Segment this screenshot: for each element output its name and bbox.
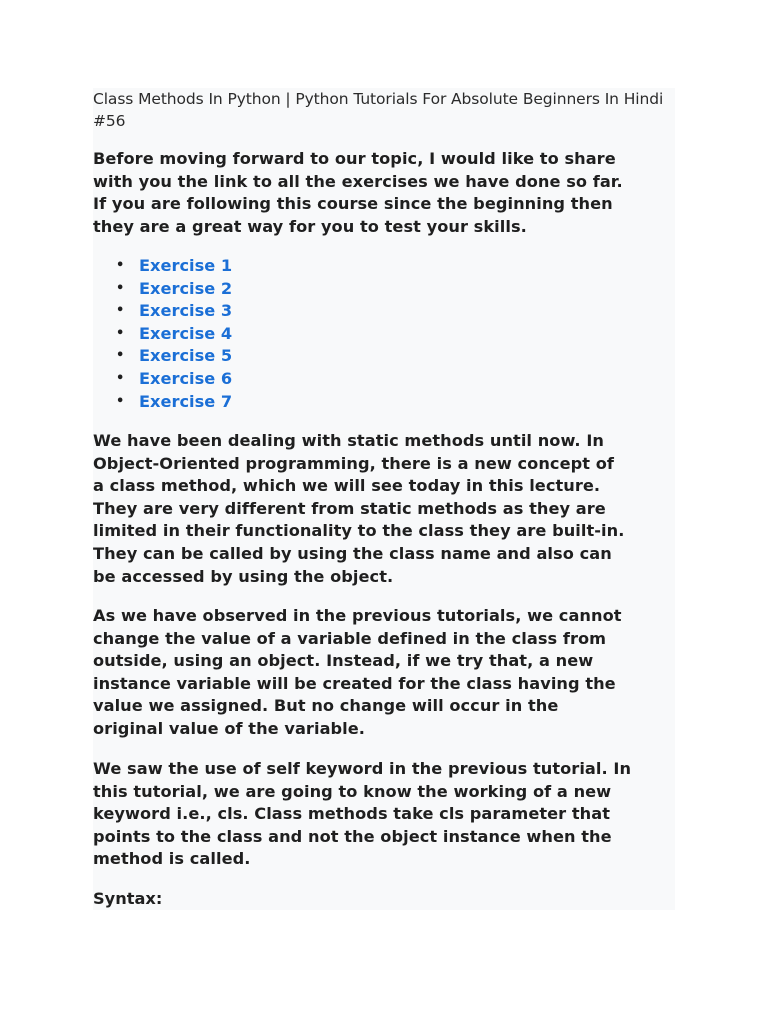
paragraph-line: a class method, which we will see today in this lecture.: [93, 476, 601, 496]
intro-line: they are a great way for you to test your skills.: [93, 216, 527, 236]
paragraph-line: They can be called by using the class name and also can: [93, 543, 612, 563]
paragraph-line: be accessed by using the object.: [93, 566, 394, 586]
intro-line: If you are following this course since the beginning then: [93, 194, 613, 214]
paragraph-line: value we assigned. But no change will occur in the: [93, 696, 559, 716]
exercise-6-link[interactable]: Exercise 6: [139, 368, 233, 388]
list-item: [110, 345, 232, 368]
exercise-list: [110, 255, 232, 413]
paragraph-line: original value of the variable.: [93, 718, 366, 738]
intro-line: with you the link to all the exercises we have done so far.: [93, 171, 623, 191]
bullet-icon: •: [116, 348, 125, 364]
paragraph-line: limited in their functionality to the class they are built-in.: [93, 521, 625, 541]
paragraph-line: change the value of a variable defined in the class from: [93, 628, 607, 648]
exercise-7-link[interactable]: Exercise 7: [139, 391, 233, 411]
paragraph-line: points to the class and not the object instance when the: [93, 826, 612, 846]
bullet-icon: •: [116, 325, 125, 341]
list-item: [110, 323, 232, 346]
list-item: [110, 368, 232, 391]
static-methods-paragraph: [93, 430, 675, 588]
list-item: [110, 391, 232, 414]
paragraph-line: this tutorial, we are going to know the working of a new: [93, 781, 612, 801]
list-item: [110, 255, 232, 278]
bullet-icon: •: [116, 280, 125, 296]
exercise-5-link[interactable]: Exercise 5: [139, 346, 233, 366]
paragraph-line: method is called.: [93, 849, 251, 869]
intro-paragraph: [93, 148, 675, 238]
intro-line: Before moving forward to our topic, I would like to share: [93, 149, 616, 168]
list-item: [110, 300, 232, 323]
title-line-2: #56: [93, 112, 126, 130]
exercise-3-link[interactable]: Exercise 3: [139, 301, 233, 321]
paragraph-line: We have been dealing with static methods until now. In: [93, 431, 604, 450]
page-title: [93, 88, 675, 132]
paragraph-line: outside, using an object. Instead, if we try that, a new: [93, 651, 594, 671]
paragraph-line: We saw the use of self keyword in the previous tutorial. In: [93, 759, 632, 778]
bullet-icon: •: [116, 303, 125, 319]
exercise-2-link[interactable]: Exercise 2: [139, 278, 233, 298]
title-line-1: Class Methods In Python | Python Tutorials For Absolute Beginners In Hindi: [93, 90, 664, 108]
paragraph-line: As we have observed in the previous tutorials, we cannot: [93, 606, 622, 625]
bullet-icon: •: [116, 258, 125, 273]
syntax-heading: Syntax:: [93, 889, 163, 908]
paragraph-line: instance variable will be created for the class having the: [93, 673, 616, 693]
exercise-1-link[interactable]: Exercise 1: [139, 256, 233, 275]
list-item: [110, 278, 232, 301]
bullet-icon: •: [116, 393, 125, 409]
paragraph-line: They are very different from static methods as they are: [93, 498, 606, 518]
paragraph-line: Object-Oriented programming, there is a new concept of: [93, 453, 614, 473]
bullet-icon: •: [116, 370, 125, 386]
variables-paragraph: [93, 605, 675, 741]
paragraph-line: keyword i.e., cls. Class methods take cls parameter that: [93, 804, 611, 824]
cls-keyword-paragraph: [93, 758, 675, 871]
exercise-4-link[interactable]: Exercise 4: [139, 323, 233, 343]
